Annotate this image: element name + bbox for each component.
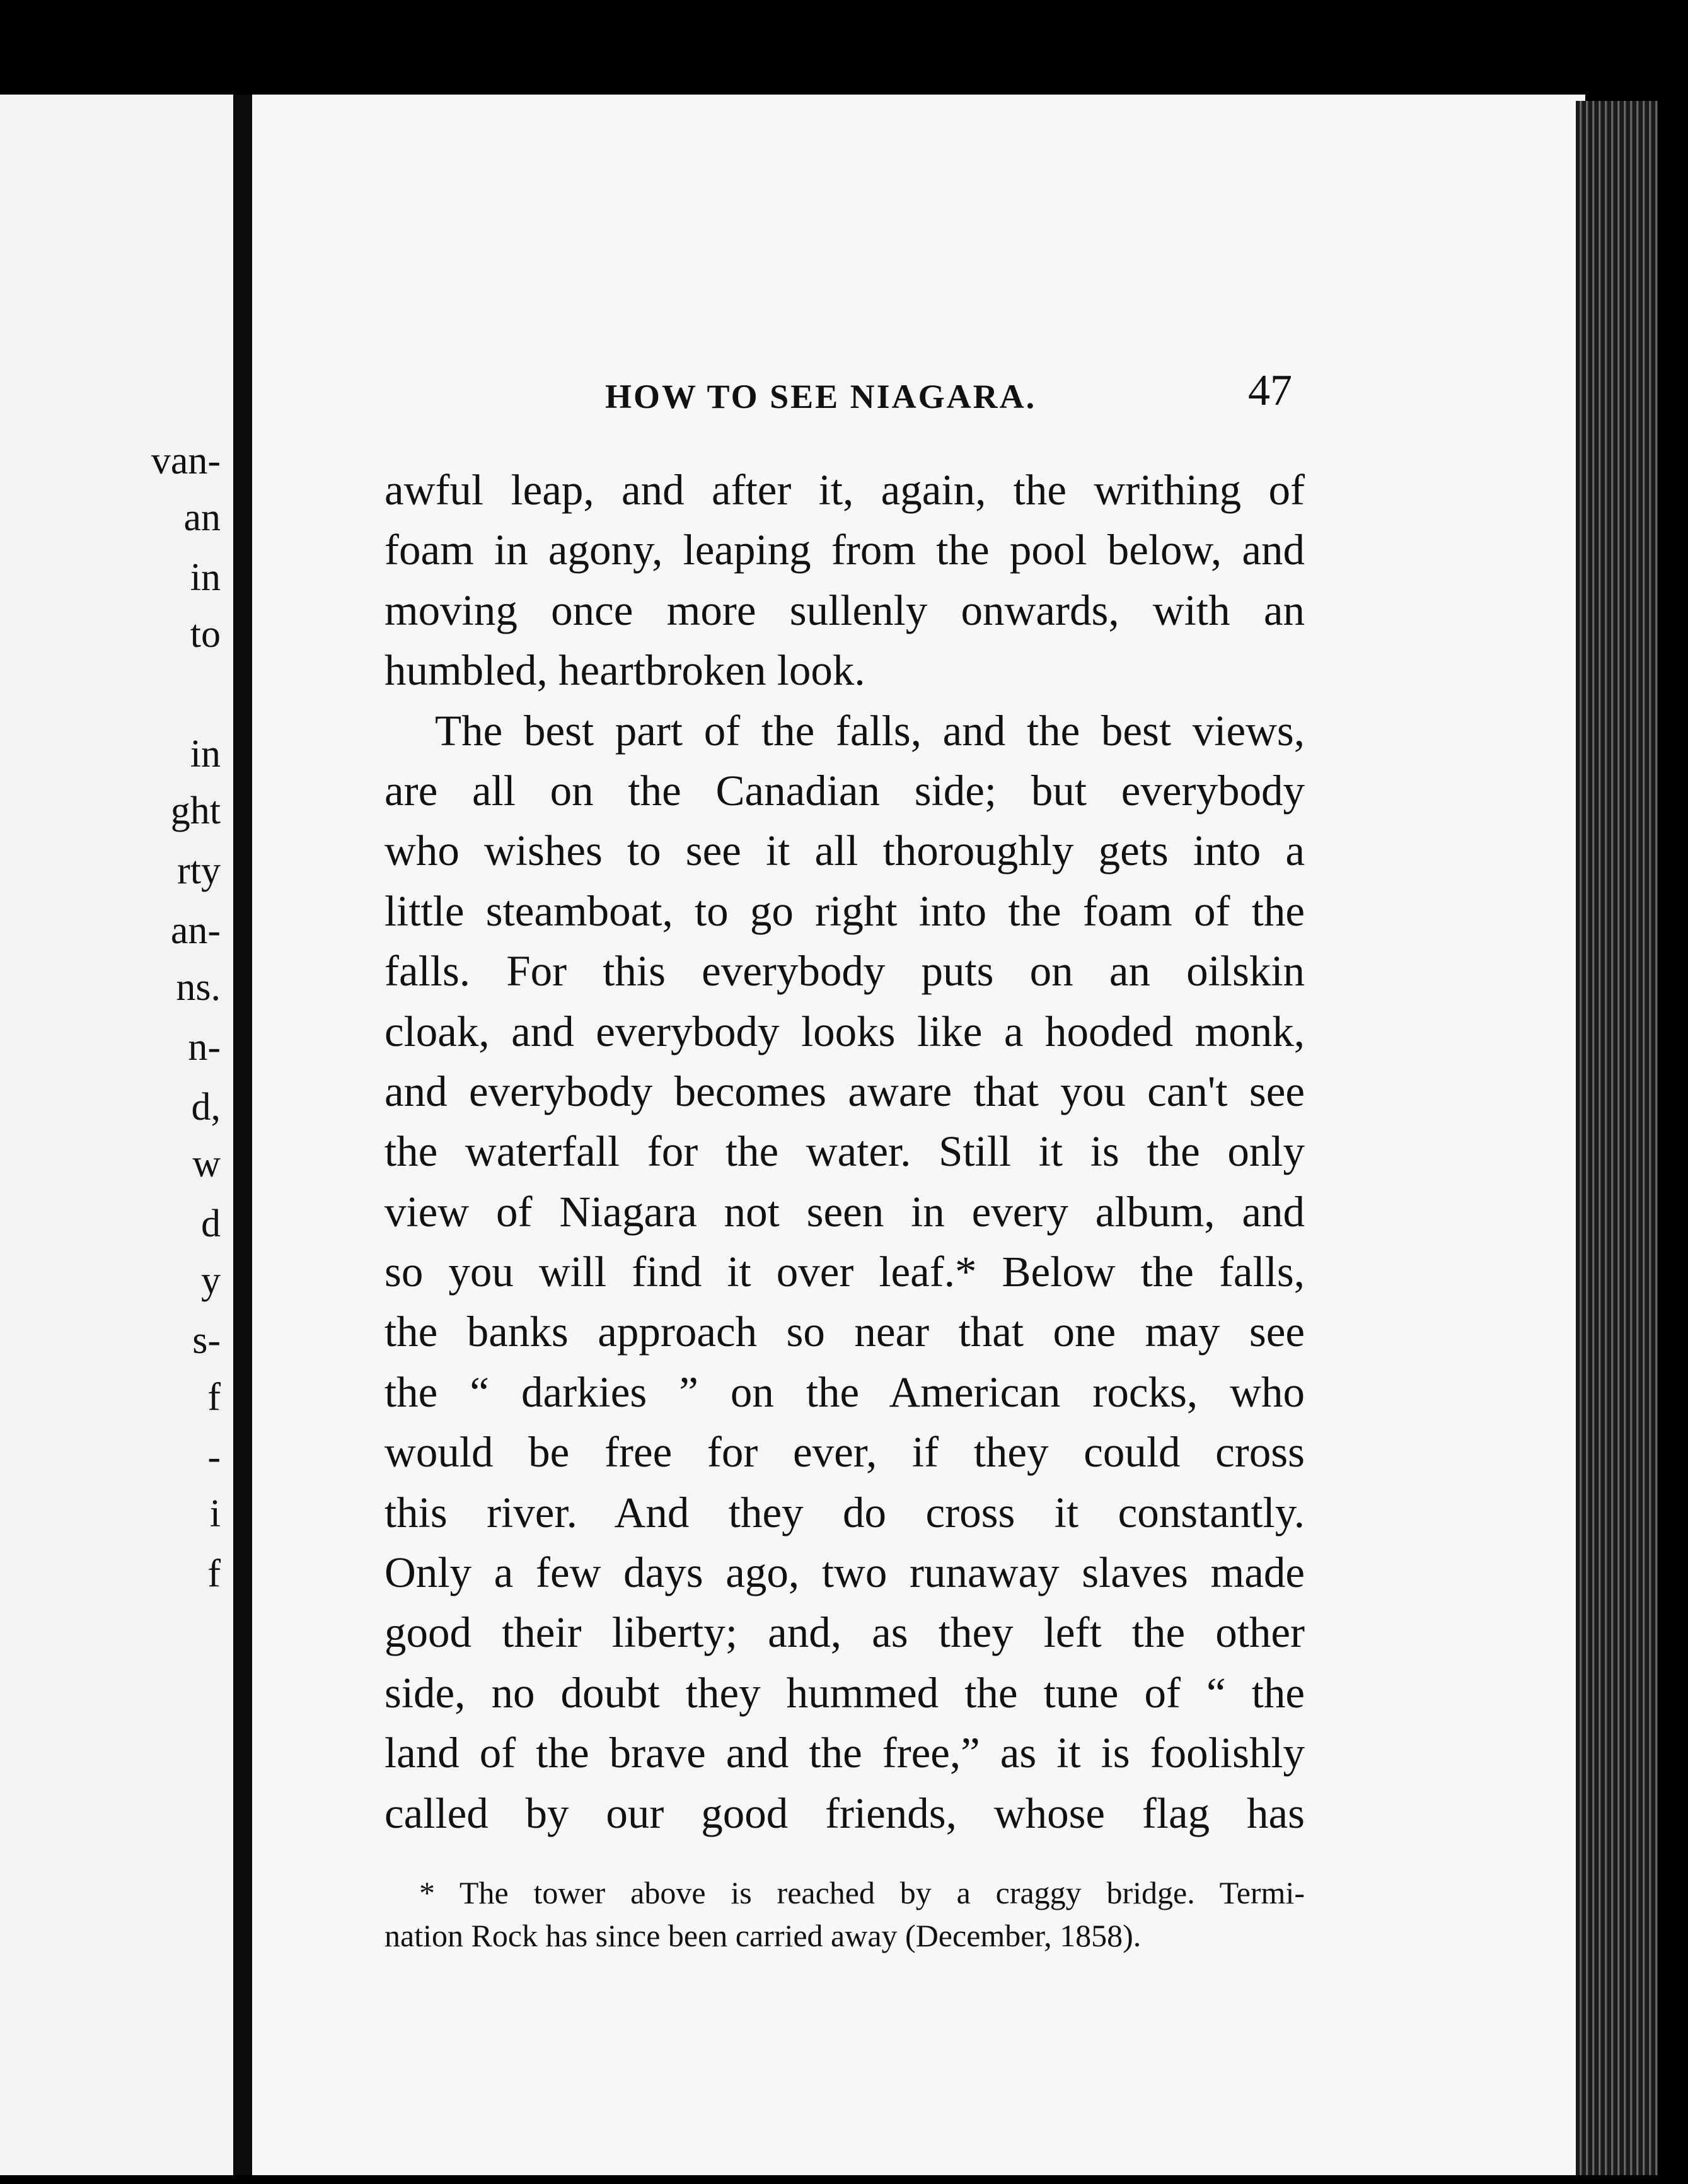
text-line: the waterfall for the water. Still it is the only xyxy=(384,1127,1305,1176)
facing-page-text-fragments xyxy=(0,95,240,2175)
footnote-line: nation Rock has since been carried away (December, 1858). xyxy=(384,1918,1142,1953)
facing-page-fragment: f xyxy=(207,1376,221,1419)
page-edges xyxy=(1576,101,1658,2175)
text-line: The best part of the falls, and the best views, xyxy=(435,706,1305,755)
text-line: cloak, and everybody looks like a hooded monk, xyxy=(384,1007,1305,1055)
text-line: side, no doubt they hummed the tune of “ the xyxy=(384,1668,1305,1717)
facing-page-fragment: s- xyxy=(192,1319,221,1362)
facing-page-fragment: in xyxy=(190,556,221,599)
facing-page-fragment: an- xyxy=(170,909,221,952)
text-line: moving once more sullenly onwards, with an xyxy=(384,586,1305,634)
text-line: view of Niagara not seen in every album, and xyxy=(384,1187,1305,1236)
text-line: falls. For this everybody puts on an oilskin xyxy=(384,947,1305,996)
book-page xyxy=(252,95,1585,2175)
text-line: land of the brave and the free,” as it is foolishly xyxy=(384,1729,1305,1777)
text-line: good their liberty; and, as they left the other xyxy=(384,1608,1305,1657)
facing-page-fragment: i xyxy=(209,1492,221,1535)
facing-page-fragment: in xyxy=(190,733,221,775)
text-line: the “ darkies ” on the American rocks, who xyxy=(384,1368,1305,1416)
page-number: 47 xyxy=(1248,366,1292,415)
text-line: this river. And they do cross it constantly. xyxy=(384,1488,1305,1536)
facing-page-fragment: d, xyxy=(191,1086,221,1129)
facing-page-fragment: d xyxy=(201,1202,221,1245)
text-line: Only a few days ago, two runaway slaves made xyxy=(384,1548,1305,1597)
facing-page-fragment: f xyxy=(207,1552,221,1595)
footnote xyxy=(384,1871,1305,1957)
text-line: called by our good friends, whose flag has xyxy=(384,1789,1305,1837)
text-line: little steamboat, to go right into the foam of the xyxy=(384,886,1305,935)
text-line: the banks approach so near that one may see xyxy=(384,1308,1305,1356)
body-text xyxy=(384,460,1305,1844)
facing-page-fragment: ght xyxy=(170,789,221,832)
text-line: who wishes to see it all thoroughly gets into a xyxy=(384,827,1305,875)
text-line: awful leap, and after it, again, the writhing of xyxy=(384,466,1305,514)
text-line: humbled, heartbroken look. xyxy=(384,646,865,695)
facing-page-fragment: to xyxy=(190,613,221,656)
text-line: are all on the Canadian side; but everybody xyxy=(384,766,1305,815)
running-title: HOW TO SEE NIAGARA. xyxy=(605,378,1037,415)
facing-page-fragment: rty xyxy=(177,849,221,892)
facing-page xyxy=(0,95,240,2175)
text-line: and everybody becomes aware that you can't see xyxy=(384,1067,1305,1115)
text-line: would be free for ever, if they could cross xyxy=(384,1428,1305,1477)
facing-page-fragment: - xyxy=(207,1436,221,1478)
facing-page-fragment: w xyxy=(192,1142,221,1185)
footnote-line: * The tower above is reached by a craggy bridge. Termi- xyxy=(419,1875,1305,1910)
text-line: so you will find it over leaf.* Below the falls, xyxy=(384,1248,1305,1296)
facing-page-fragment: y xyxy=(201,1259,221,1302)
running-head xyxy=(252,366,1601,422)
facing-page-fragment: van- xyxy=(151,439,221,482)
facing-page-fragment: an xyxy=(183,496,221,539)
facing-page-fragment: ns. xyxy=(176,966,221,1009)
text-line: foam in agony, leaping from the pool below, and xyxy=(384,526,1305,574)
facing-page-fragment: n- xyxy=(188,1026,221,1069)
